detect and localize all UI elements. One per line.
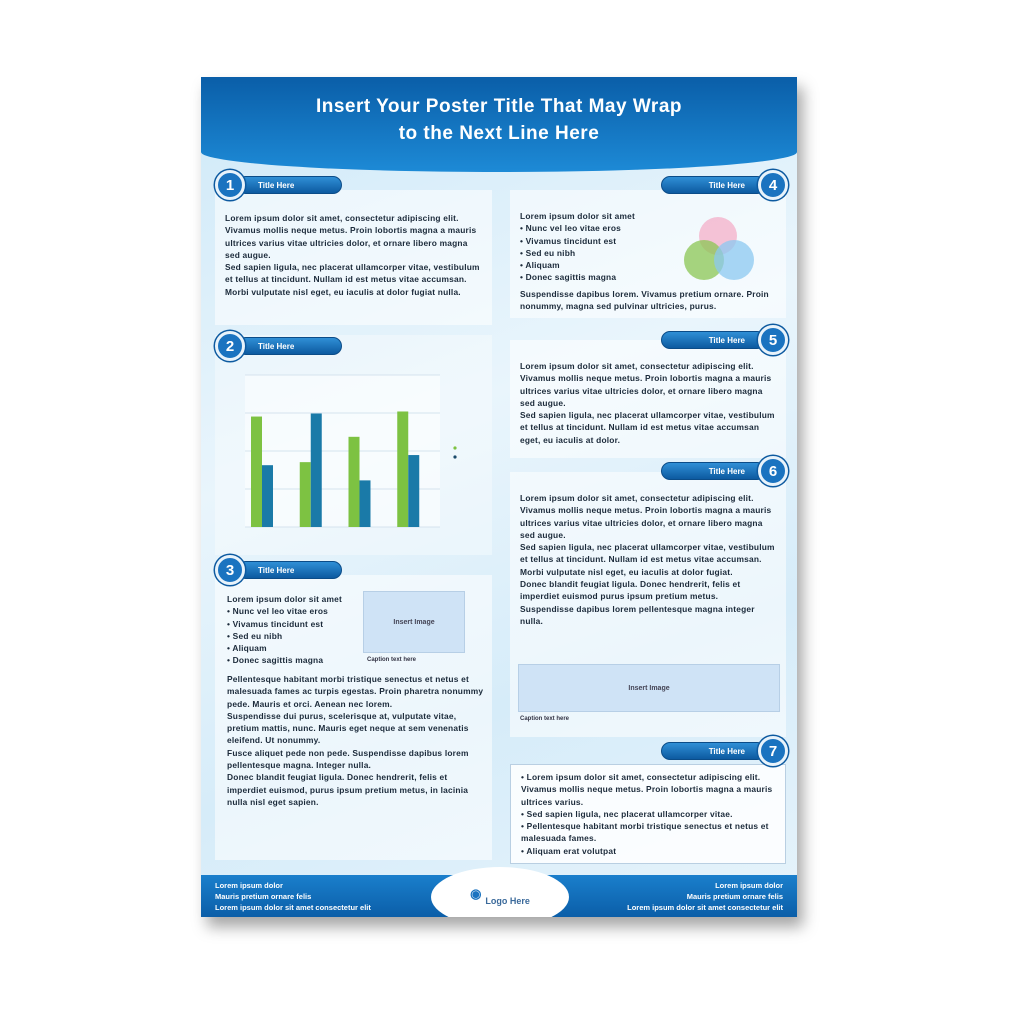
footer-line: Lorem ipsum dolor sit amet consectetur elit <box>215 903 371 912</box>
bullet-text: Vivamus tincidunt est <box>232 618 324 629</box>
bullet-text: Sed sapien ligula, nec placerat ullamcorper vitae. <box>526 808 733 819</box>
bar-chart <box>215 335 492 555</box>
section-number: 7 <box>758 736 788 766</box>
bullet: • Aliquam <box>520 260 560 271</box>
section-6-box <box>510 472 786 737</box>
bar-series-1 <box>397 411 408 527</box>
poster-title: Insert Your Poster Title That May Wrap to the Next Line Here <box>315 96 682 144</box>
bar-series-2 <box>408 455 419 527</box>
footer-line: Lorem ipsum dolor <box>215 881 283 890</box>
bullet-text: Lorem ipsum dolor sit amet, consectetur adipiscing elit. Vivamus mollis neque metus. Proin lobortis magna a mauris ultrices varius. <box>521 772 773 807</box>
section-4-text <box>520 288 778 313</box>
bullet-text: Aliquam <box>232 643 267 654</box>
bullet-text: Pellentesque habitant morbi tristique senectus et netus et malesuada fames. <box>521 821 769 844</box>
bullets-intro: Lorem ipsum dolor sit amet <box>227 594 343 604</box>
section-5-text <box>510 340 786 446</box>
paragraph: Suspendisse dui purus, scelerisque at, vulputate vitae, pretium mattis, nunc. Mauris eget neque at sem venenatis eleifend. Ut nonummy. <box>227 710 469 746</box>
bullet-text: Donec sagittis magna <box>525 272 617 283</box>
bullet-text: Nunc vel leo vitae eros <box>232 606 329 617</box>
bullet: • Sed sapien ligula, nec placerat ullamcorper vitae. <box>521 808 733 819</box>
section-number: 1 <box>215 170 245 200</box>
section-5-header <box>661 329 788 351</box>
section-1-box <box>215 190 492 325</box>
section-number: 6 <box>758 456 788 486</box>
section-1-header <box>215 174 342 196</box>
section-5-box <box>510 340 786 458</box>
section-number: 2 <box>215 331 245 361</box>
section-6-header <box>661 460 788 482</box>
section-4-bullets <box>520 210 680 284</box>
bar-series-1 <box>349 437 360 527</box>
paragraph: Sed sapien ligula, nec placerat ullamcorper vitae, vestibulum et tellus at tincidunt. Nullam id est metus vitae accumsan. Morbi vulputate nisl eget, eu iaculis at dolor fugiat. <box>520 542 775 577</box>
section-4-box <box>510 190 786 318</box>
section-label: Title Here <box>661 462 766 480</box>
bar-series-1 <box>251 417 262 527</box>
image-caption: Caption text here <box>520 716 570 722</box>
section-3-box <box>215 575 492 860</box>
bullet: • Aliquam <box>227 643 267 654</box>
section-3-text <box>227 673 485 808</box>
venn-diagram-icon <box>680 212 760 287</box>
poster-header <box>201 77 797 172</box>
section-3-bullets <box>227 593 357 667</box>
legend-marker <box>453 446 456 449</box>
paragraph: Donec blandit feugiat ligula. Donec hendrerit, felis et imperdiet euismod, purus ipsum pretium metus, in lacinia nulla nisl eget sapien. <box>227 772 469 807</box>
bullet: • Nunc vel leo vitae eros <box>227 606 329 617</box>
bar-series-2 <box>311 414 322 527</box>
bullet-text: Nunc vel leo vitae eros <box>525 223 622 234</box>
section-2-box <box>215 335 492 555</box>
section-6-text <box>510 472 786 627</box>
bullet-text: Donec sagittis magna <box>232 655 324 666</box>
footer-left <box>215 880 371 913</box>
logo-text: Logo Here <box>485 895 530 906</box>
paragraph: Suspendisse dapibus lorem pellentesque magna integer nulla. <box>520 603 755 626</box>
paragraph: Suspendisse dapibus lorem. Vivamus pretium ornare. Proin nonummy, magna sed pulvinar ultricies, purus. <box>520 289 769 312</box>
paragraph: Donec blandit feugiat ligula. Donec hendrerit, felis et imperdiet euismod purus ipsum pretium metus. <box>520 579 741 602</box>
section-4-header <box>661 174 788 196</box>
bar-series-2 <box>360 480 371 527</box>
section-7-bullets <box>511 765 785 857</box>
image-placeholder[interactable]: Insert Image <box>363 591 465 653</box>
bullet-text: Sed eu nibh <box>525 247 576 258</box>
paragraph: Fusce aliquet pede non pede. Suspendisse dapibus lorem pellentesque magna. Integer nulla. <box>227 747 469 771</box>
logo-icon: ◉ <box>470 885 482 901</box>
poster-footer <box>201 875 797 917</box>
bullet: • Lorem ipsum dolor sit amet, consectetur adipiscing elit. Vivamus mollis neque metus. Proin lobortis magna a mauris ultrices varius. <box>521 772 773 807</box>
bullet: • Donec sagittis magna <box>520 272 617 283</box>
bullet-text: Vivamus tincidunt est <box>525 235 617 246</box>
bullet: • Aliquam erat volutpat <box>521 845 617 856</box>
bullet: • Vivamus tincidunt est <box>227 618 324 629</box>
bullets-intro: Lorem ipsum dolor sit amet <box>520 211 636 221</box>
section-label: Title Here <box>237 176 342 194</box>
paragraph: Lorem ipsum dolor sit amet, consectetur adipiscing elit. Vivamus mollis neque metus. Proin lobortis magna a mauris ultrices varius vitae ultricies dolor, et ornare libero magna sed augue. <box>225 213 477 260</box>
logo <box>431 867 569 917</box>
bar-series-2 <box>262 465 273 527</box>
footer-line: Mauris pretium ornare felis <box>686 892 783 901</box>
section-1-text <box>215 190 492 298</box>
footer-line: Lorem ipsum dolor <box>715 881 783 890</box>
section-label: Title Here <box>661 742 766 760</box>
bullet: • Vivamus tincidunt est <box>520 235 617 246</box>
bullet: • Nunc vel leo vitae eros <box>520 223 622 234</box>
section-7-header <box>661 740 788 762</box>
section-number: 5 <box>758 325 788 355</box>
paragraph: Lorem ipsum dolor sit amet, consectetur adipiscing elit. Vivamus mollis neque metus. Proin lobortis magna a mauris ultrices varius vitae ultricies dolor, et ornare libero magna sed augue. <box>520 361 772 408</box>
bullet-text: Aliquam <box>525 260 560 271</box>
bullet: • Pellentesque habitant morbi tristique senectus et netus et malesuada fames. <box>521 821 769 844</box>
paragraph: Pellentesque habitant morbi tristique senectus et netus et malesuada fames ac turpis egestas. Proin pharetra nonummy pede. Mauris et orci. Aenean nec lorem. <box>227 674 484 709</box>
section-number: 4 <box>758 170 788 200</box>
footer-line: Mauris pretium ornare felis <box>215 892 312 901</box>
section-label: Title Here <box>237 561 342 579</box>
footer-line: Lorem ipsum dolor sit amet consectetur elit <box>627 903 783 912</box>
image-caption: Caption text here <box>367 657 417 663</box>
section-label: Title Here <box>237 337 342 355</box>
section-label: Title Here <box>661 331 766 349</box>
bullet: • Donec sagittis magna <box>227 655 324 666</box>
poster <box>201 77 797 917</box>
image-placeholder[interactable]: Insert Image <box>518 664 780 712</box>
bullet: • Sed eu nibh <box>520 247 576 258</box>
section-3-header <box>215 559 342 581</box>
bar-series-1 <box>300 462 311 527</box>
paragraph: Lorem ipsum dolor sit amet, consectetur adipiscing elit. Vivamus mollis neque metus. Proin lobortis magna a mauris ultrices varius vitae ultricies dolor, et ornare libero magna sed augue. <box>520 493 772 540</box>
section-number: 3 <box>215 555 245 585</box>
section-7-box <box>510 764 786 864</box>
legend-marker <box>453 455 456 458</box>
section-2-header <box>215 335 342 357</box>
section-label: Title Here <box>661 176 766 194</box>
bullet-text: Sed eu nibh <box>232 630 283 641</box>
bullet: • Sed eu nibh <box>227 630 283 641</box>
paragraph: Sed sapien ligula, nec placerat ullamcorper vitae, vestibulum et tellus at tincidunt. Nullam id est metus vitae accumsan eget, eu iaculis at dolor. <box>520 410 775 445</box>
paragraph: Sed sapien ligula, nec placerat ullamcorper vitae, vestibulum et tellus at tincidunt. Nullam id est metus vitae accumsan. Morbi vulputate nisl eget, eu iaculis at dolor fugiat nulla. <box>225 262 480 297</box>
footer-right <box>627 880 783 913</box>
bullet-text: Aliquam erat volutpat <box>526 845 617 856</box>
